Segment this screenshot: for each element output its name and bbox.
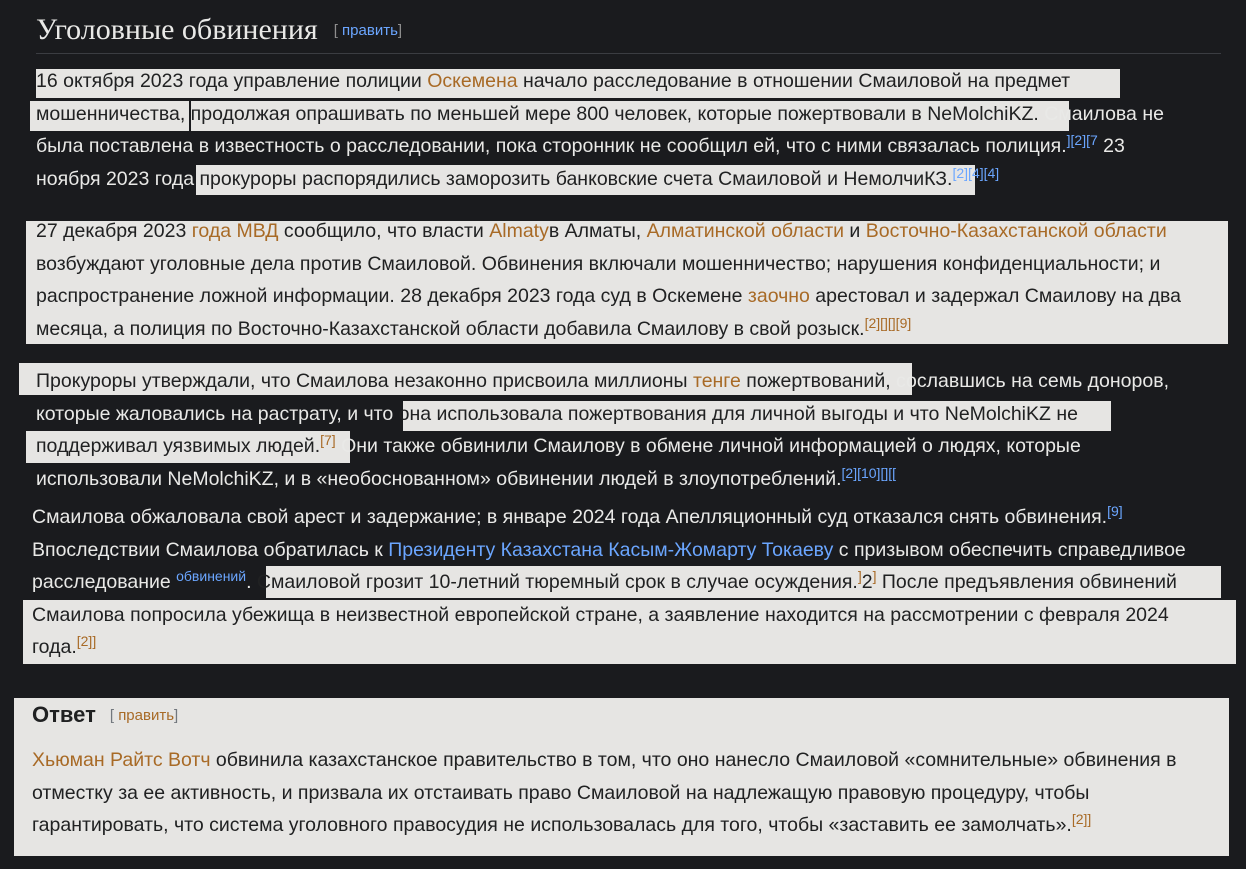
citation-link[interactable]: обвинений (176, 568, 247, 584)
paragraph-1-line-4: ноября 2023 года прокуроры распорядились заморозить банковские счета Смаиловой и НемолчиКЗ.[2][4][4] (36, 165, 1000, 190)
citation[interactable]: ] (857, 568, 862, 584)
paragraph-4-line-3: расследование $^{обвинений}$. Смаиловой грозит 10-летний тюремный срок в случае осуждения.]2] После предъявления обвинений (32, 568, 1177, 593)
paragraph-2-line-2: возбуждают уголовные дела против Смаиловой. Обвинения включали мошенничество; нарушения конфиденциальности; и (36, 253, 1161, 275)
link-president-tokayev[interactable]: Президенту Казахстана Касым-Жомарту Токаеву (388, 539, 834, 561)
heading-divider (36, 53, 1221, 54)
link-human-rights-watch[interactable]: Хьюман Райтс Вотч (32, 749, 211, 771)
citation[interactable]: [9] (1107, 503, 1123, 519)
paragraph-4-line-5: года.[2]] (32, 633, 97, 658)
citation[interactable]: [2]] (1071, 811, 1092, 827)
citation[interactable]: [2][4][4] (952, 165, 1000, 181)
citation[interactable]: [7] (320, 432, 336, 448)
paragraph-1-line-3: была поставлена в известность о расследовании, пока сторонник не сообщил ей, что с ними связалась полиция.$^{][2][7}$ 23 (36, 132, 1125, 157)
edit-section-link[interactable]: править (342, 22, 398, 39)
link-tenge[interactable]: тенге (692, 370, 741, 392)
link-in-absentia[interactable]: заочно (747, 285, 810, 307)
paragraph-4-line-2: Впоследствии Смаилова обратилась к Президенту Казахстана Касым-Жомарту Токаеву с призывом обеспечить справедливое (32, 539, 1186, 561)
paragraph-2-line-1: 27 декабря 2023 года МВД сообщило, что власти Almatyв Алматы, Алматинской области и Восточно-Казахстанской области (36, 220, 1167, 242)
citation[interactable]: [2][10][][[ (841, 465, 897, 481)
link-almaty[interactable]: Almaty (489, 220, 549, 242)
link-oskemen[interactable]: Оскемена (427, 70, 518, 92)
paragraph-1-line-1: 16 октября 2023 года управление полиции Оскемена начало расследование в отношении Смаиловой на предмет (36, 70, 1071, 92)
citation[interactable]: ] (872, 568, 877, 584)
paragraph-4-line-4: Смаилова попросила убежища в неизвестной европейской стране, а заявление находится на рассмотрении с февраля 2024 (32, 604, 1169, 626)
edit-section-link-wrapper: [ править] (333, 22, 403, 39)
citation[interactable]: [2]] (76, 633, 97, 649)
paragraph-3-line-4: использовали NeMolchiKZ, и в «необоснованном» обвинении людей в злоупотреблений.$^{[2][10][][[}$ (36, 465, 897, 490)
edit-response-link[interactable]: править (118, 707, 175, 724)
link-east-kazakhstan-region[interactable]: Восточно-Казахстанской области (865, 220, 1167, 242)
paragraph-2-line-4: месяца, а полиция по Восточно-Казахстанской области добавила Смаилову в свой розыск.[2][][][9] (36, 315, 912, 340)
paragraph-3-line-2: которые жаловались на растрату, и что она использовала пожертвования для личной выгоды и что NeMolchiKZ не (36, 403, 1078, 425)
response-line-2: отместку за ее активность, и призвала их отстаивать право Смаиловой на надлежащую правовую процедуру, чтобы (32, 782, 1090, 804)
paragraph-3-line-3: поддерживал уязвимых людей.[7] Они также обвинили Смаилову в обмене личной информацией о людях, которые (36, 432, 1081, 457)
section-title: Уголовные обвинения [ править] (36, 13, 403, 46)
link-mvd[interactable]: года МВД (191, 220, 279, 242)
paragraph-4-line-1: Смаилова обжаловала свой арест и задержание; в январе 2024 года Апелляционный суд отказался снять обвинения.[9] (32, 503, 1123, 528)
response-line-3: гарантировать, что система уголовного правосудия не использовалась для того, чтобы «заставить ее замолчать».[2]] (32, 811, 1092, 836)
citation[interactable]: [2][][][9] (864, 315, 912, 331)
edit-response-link-wrapper: [ править] (109, 707, 179, 724)
response-heading: Ответ [ править] (32, 702, 179, 727)
response-line-1: Хьюман Райтс Вотч обвинила казахстанское правительство в том, что оно нанесло Смаиловой «сомнительные» обвинения в (32, 749, 1177, 771)
citation[interactable]: ][2][7 (1066, 132, 1098, 148)
paragraph-1-line-2: мошенничества, продолжая опрашивать по меньшей мере 800 человек, которые пожертвовали в NeMolchiKZ. Смаилова не (36, 103, 1164, 125)
link-almaty-region[interactable]: Алматинской области (646, 220, 845, 242)
paragraph-2-line-3: распространение ложной информации. 28 декабря 2023 года суд в Оскемене заочно арестовал и задержал Смаилову на два (36, 285, 1181, 307)
paragraph-3-line-1: Прокуроры утверждали, что Смаилова незаконно присвоила миллионы тенге пожертвований, сославшись на семь доноров, (36, 370, 1169, 392)
